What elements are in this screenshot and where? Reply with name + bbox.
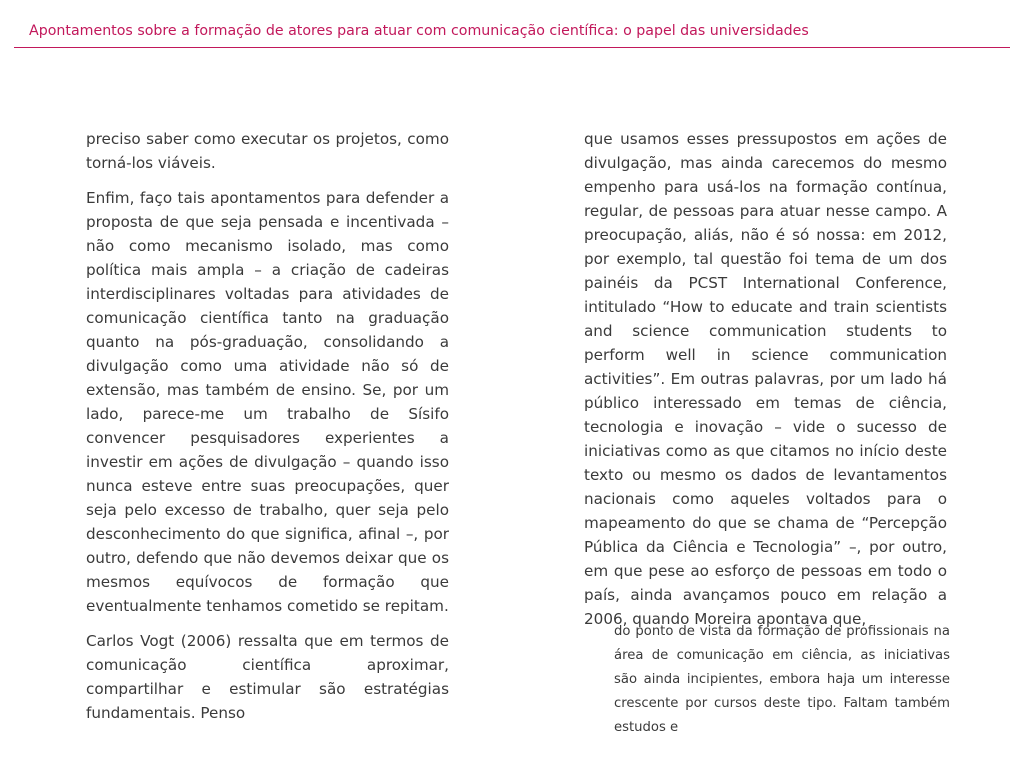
- body-paragraph: preciso saber como executar os projetos, como torná-los viáveis.: [86, 130, 449, 172]
- body-paragraph: Carlos Vogt (2006) ressalta que em termos de comunicação científica aproximar, compartilhar e estimular são estratégias fundamentais. Penso: [86, 632, 449, 722]
- body-paragraph: que usamos esses pressupostos em ações de divulgação, mas ainda carecemos do mesmo empenho para usá-los na formação contínua, regular, de pessoas para atuar nesse campo. A preocupação, aliás, não é só nossa: em 2012, por exemplo, tal questão foi tema de um dos painéis da PCST International Conference, intitulado “How to educate and train scientists and science communication students to perform well in science communication activities”. Em outras palavras, por um lado há público interessado em temas de ciência, tecnologia e inovação – vide o sucesso de iniciativas como as que citamos no início deste texto ou mesmo os dados de levantamentos nacionais como aqueles voltados para o mapeamento do que se chama de “Percepção Pública da Ciência e Tecnologia” –, por outro, em que pese ao esforço de pessoas em todo o país, ainda avançamos pouco em relação a 2006, quando Moreira apontava que,: [584, 130, 947, 628]
- left-column: [86, 127, 449, 736]
- running-header-title: Apontamentos sobre a formação de atores para atuar com comunicação científica: o papel das universidades: [29, 23, 809, 39]
- block-quote: [614, 620, 950, 740]
- quote-text: do ponto de vista da formação de profissionais na área de comunicação em ciência, as iniciativas são ainda incipientes, embora haja um interesse crescente por cursos deste tipo. Faltam também estudos e: [614, 624, 950, 735]
- right-column: [584, 127, 947, 642]
- running-header: [14, 0, 1010, 48]
- body-paragraph: Enfim, faço tais apontamentos para defender a proposta de que seja pensada e incentivada – não como mecanismo isolado, mas como política mais ampla – a criação de cadeiras interdisciplinares voltadas para atividades de comunicação científica tanto na graduação quanto na pós-graduação, consolidando a divulgação como uma atividade não só de extensão, mas também de ensino. Se, por um lado, parece-me um trabalho de Sísifo convencer pesquisadores experientes a investir em ações de divulgação – quando isso nunca esteve entre suas preocupações, quer seja pelo excesso de trabalho, quer seja pelo desconhecimento do que significa, afinal –, por outro, defendo que não devemos deixar que os mesmos equívocos de formação que eventualmente tenhamos cometido se repitam.: [86, 189, 449, 615]
